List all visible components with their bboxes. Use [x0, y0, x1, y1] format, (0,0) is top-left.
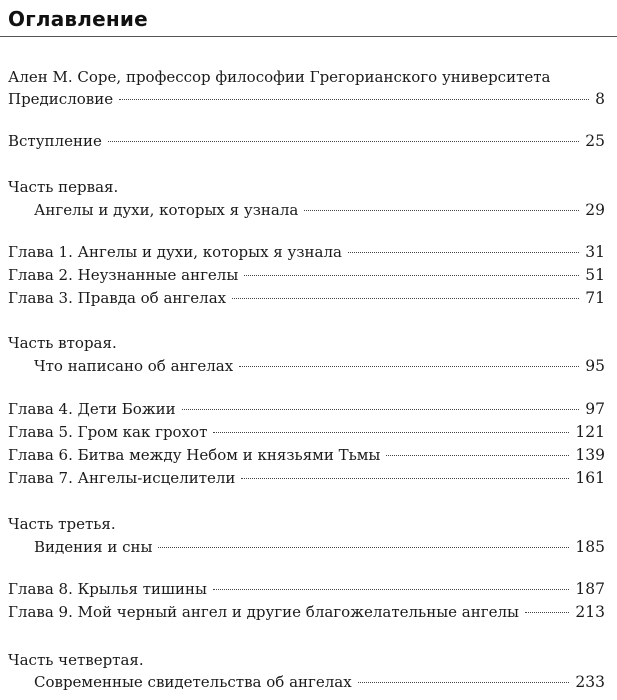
toc-entry-chapter-5[interactable]	[8, 423, 605, 441]
entry-label: Вступление	[8, 132, 102, 150]
dot-leader	[241, 478, 569, 479]
toc-entry-chapter-8[interactable]	[8, 580, 605, 598]
dot-leader	[358, 682, 570, 683]
dot-leader	[108, 141, 579, 142]
entry-page-number: 8	[595, 90, 605, 108]
toc-entry-chapter-3[interactable]	[8, 289, 605, 307]
entry-label: Глава 1. Ангелы и духи, которых я узнала	[8, 243, 342, 261]
dot-leader	[232, 298, 579, 299]
entry-page-number: 29	[585, 201, 605, 219]
dot-leader	[386, 455, 569, 456]
entry-page-number: 121	[575, 423, 605, 441]
entry-label: Глава 6. Битва между Небом и князьями Тьмы	[8, 446, 381, 464]
dot-leader	[244, 275, 579, 276]
entry-page-number: 31	[585, 243, 605, 261]
dot-leader	[158, 547, 569, 548]
entry-label: Ангелы и духи, которых я узнала	[34, 201, 299, 219]
entry-label: Предисловие	[8, 90, 114, 108]
entry-page-number: 139	[575, 446, 605, 464]
entry-label: Глава 8. Крылья тишины	[8, 580, 207, 598]
entry-page-number: 185	[575, 538, 605, 556]
entry-label: Современные свидетельства об ангелах	[34, 673, 352, 691]
dot-leader	[525, 612, 569, 613]
toc-entry-chapter-6[interactable]	[8, 446, 605, 464]
entry-page-number: 161	[575, 469, 605, 487]
toc-entry-chapter-7[interactable]	[8, 469, 605, 487]
toc-entry-preface[interactable]	[8, 90, 605, 108]
entry-label: Глава 7. Ангелы-исцелители	[8, 469, 236, 487]
part-4-label: Часть четвертая.	[8, 651, 144, 669]
entry-page-number: 95	[585, 357, 605, 375]
dot-leader	[348, 252, 579, 253]
part-3-label: Часть третья.	[8, 515, 116, 533]
dot-leader	[213, 432, 569, 433]
toc-entry-chapter-9[interactable]	[8, 603, 605, 621]
page-title: Оглавление	[8, 7, 148, 31]
entry-label: Глава 4. Дети Божии	[8, 400, 176, 418]
part-1-label: Часть первая.	[8, 178, 119, 196]
entry-label: Видения и сны	[34, 538, 153, 556]
part-2-label: Часть вторая.	[8, 334, 117, 352]
entry-page-number: 233	[575, 673, 605, 691]
toc-entry-part-4[interactable]	[34, 673, 605, 691]
entry-page-number: 51	[585, 266, 605, 284]
toc-entry-part-2[interactable]	[34, 357, 605, 375]
dot-leader	[182, 409, 580, 410]
entry-label: Глава 3. Правда об ангелах	[8, 289, 227, 307]
entry-page-number: 71	[585, 289, 605, 307]
entry-label: Что написано об ангелах	[34, 357, 234, 375]
entry-label: Глава 5. Гром как грохот	[8, 423, 208, 441]
toc-entry-chapter-4[interactable]	[8, 400, 605, 418]
toc-entry-chapter-2[interactable]	[8, 266, 605, 284]
dot-leader	[239, 366, 579, 367]
dot-leader	[304, 210, 579, 211]
dot-leader	[119, 99, 589, 100]
dot-leader	[213, 589, 570, 590]
preface-author: Ален М. Соре, профессор философии Грегорианского университета	[8, 68, 551, 86]
entry-page-number: 187	[575, 580, 605, 598]
entry-page-number: 213	[575, 603, 605, 621]
title-divider	[0, 36, 617, 37]
entry-page-number: 97	[585, 400, 605, 418]
toc-entry-intro[interactable]	[8, 132, 605, 150]
entry-page-number: 25	[585, 132, 605, 150]
toc-entry-part-3[interactable]	[34, 538, 605, 556]
entry-label: Глава 2. Неузнанные ангелы	[8, 266, 239, 284]
toc-entry-part-1[interactable]	[34, 201, 605, 219]
entry-label: Глава 9. Мой черный ангел и другие благожелательные ангелы	[8, 603, 519, 621]
toc-entry-chapter-1[interactable]	[8, 243, 605, 261]
